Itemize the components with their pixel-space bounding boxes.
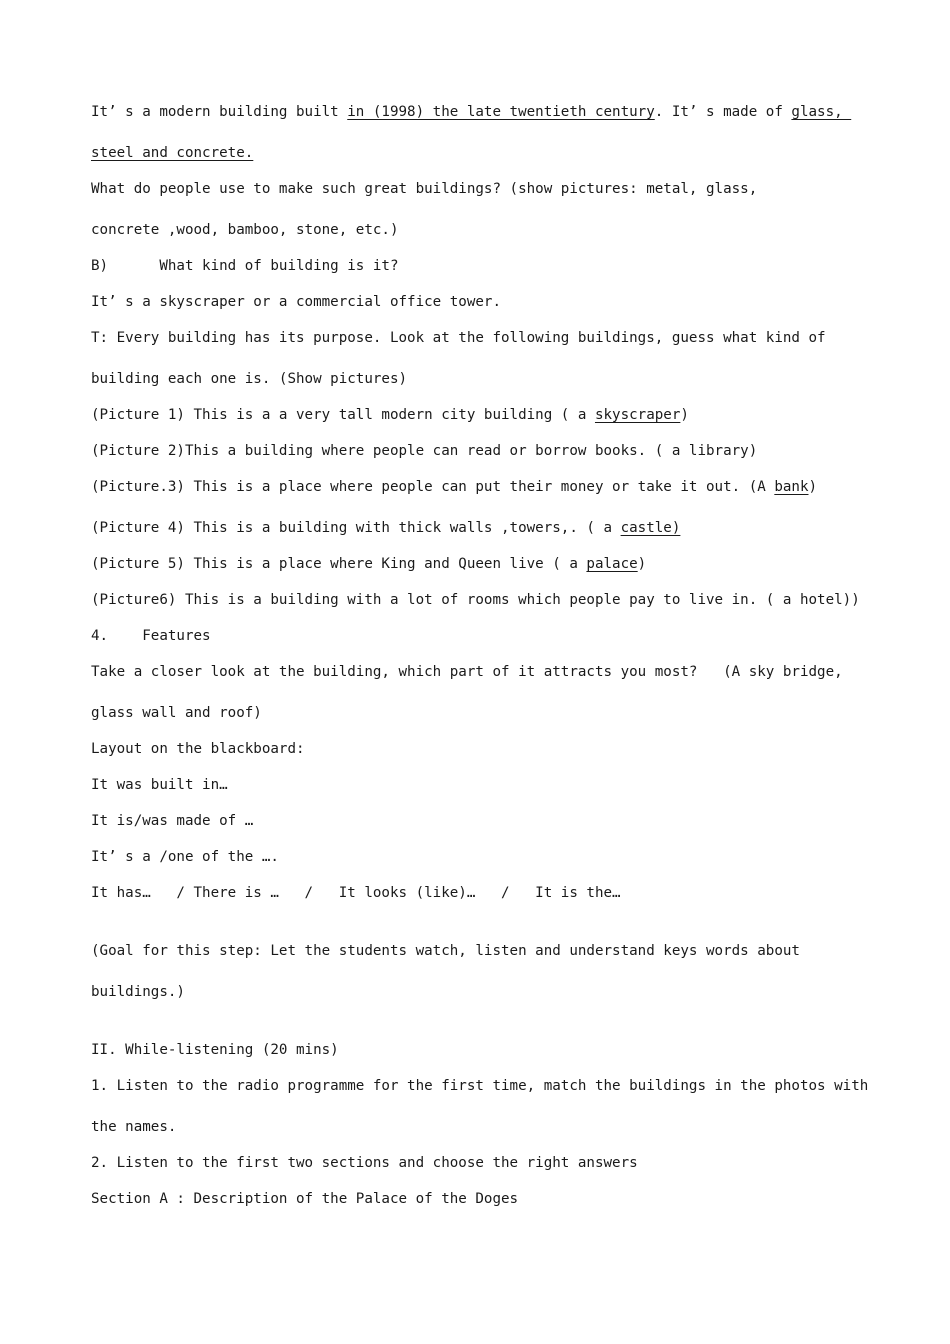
picture-item: (Picture.3) This is a place where people can put their money or take it out. (A bank) [91,479,818,495]
text-line: the names. [91,1119,177,1135]
picture-item: (Picture6) This is a building with a lot of rooms which people pay to live in. ( a hotel)) [91,592,860,608]
text-line: 1. Listen to the radio programme for the first time, match the buildings in the photos with [91,1078,869,1094]
section-heading: B) What kind of building is it? [91,258,399,274]
text-line: It’ s a modern building built in (1998) the late twentieth century. It’ s made of glass, [91,104,852,120]
text-line: It’ s a skyscraper or a commercial office tower. [91,294,501,310]
underlined-answer: bank [774,479,809,495]
underlined-answer: glass, [791,104,852,120]
text-line: 2. Listen to the first two sections and choose the right answers [91,1155,638,1171]
picture-item: (Picture 1) This is a a very tall modern city building ( a skyscraper) [91,407,689,423]
text-line: building each one is. (Show pictures) [91,371,408,387]
text-line: concrete ,wood, bamboo, stone, etc.) [91,222,399,238]
underlined-answer: castle) [620,520,681,536]
text-line: Section A : Description of the Palace of the Doges [91,1191,519,1207]
section-heading: II. While-listening (20 mins) [91,1042,339,1058]
text-line: Take a closer look at the building, which part of it attracts you most? (A sky bridge, [91,664,843,680]
blackboard-line: It has… / There is … / It looks (like)… / It is the… [91,885,621,901]
text-line: (Goal for this step: Let the students watch, listen and understand keys words about [91,943,800,959]
text-line: T: Every building has its purpose. Look at the following buildings, guess what kind of [91,330,826,346]
picture-item: (Picture 2)This a building where people can read or borrow books. ( a library) [91,443,758,459]
text-line: What do people use to make such great buildings? (show pictures: metal, glass, [91,181,758,197]
picture-item: (Picture 4) This is a building with thick walls ,towers,. ( a castle) [91,520,681,536]
blackboard-line: It’ s a /one of the …. [91,849,279,865]
underlined-answer: skyscraper [594,407,681,423]
underlined-answer: palace [586,556,638,572]
underlined-answer: in (1998) the late twentieth century [347,104,655,120]
text-line: glass wall and roof) [91,705,262,721]
blackboard-line: It was built in… [91,777,228,793]
section-heading: 4. Features [91,628,211,644]
text-line: Layout on the blackboard: [91,741,305,757]
text-line: buildings.) [91,984,185,1000]
blackboard-line: It is/was made of … [91,813,254,829]
text-line [91,143,253,163]
underlined-answer: steel and concrete. [91,145,254,161]
picture-item: (Picture 5) This is a place where King and Queen live ( a palace) [91,556,647,572]
